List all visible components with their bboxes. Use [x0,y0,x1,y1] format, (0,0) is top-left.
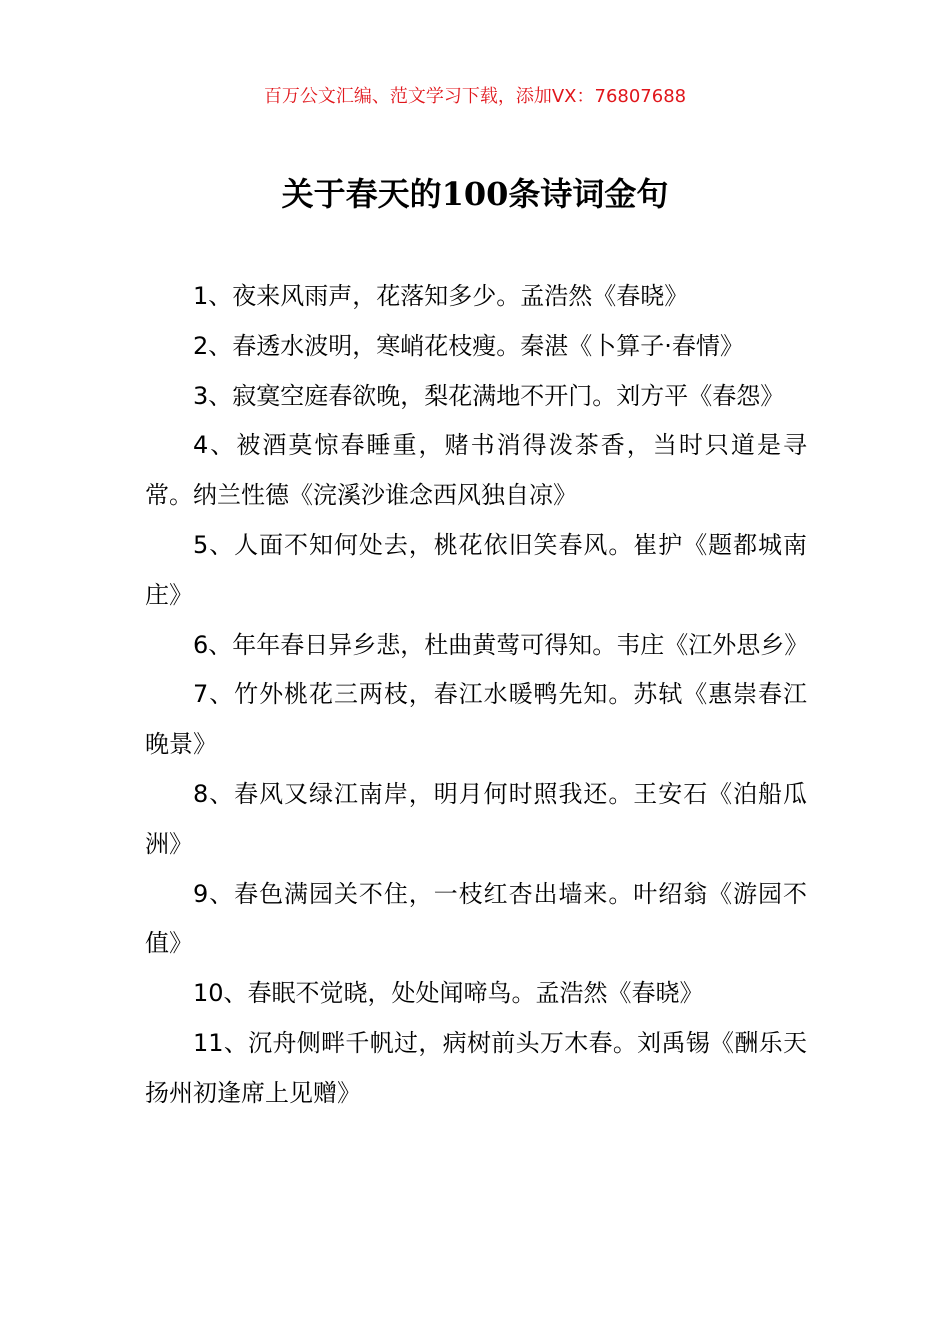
list-item: 10、春眠不觉晓，处处闻啼鸟。孟浩然《春晓》 [193,979,704,1008]
list-item: 7、竹外桃花三两枝，春江水暖鸭先知。苏轼《惠崇春江晚景》 [145,680,807,759]
list-item: 6、年年春日异乡悲，杜曲黄莺可得知。韦庄《江外思乡》 [193,630,809,659]
list-item: 4、被酒莫惊春睡重，赌书消得泼茶香，当时只道是寻常。纳兰性德《浣溪沙谁念西风独自凉》 [145,431,807,510]
list-item: 5、人面不知何处去，桃花依旧笑春风。崔护《题都城南庄》 [145,530,807,609]
list-item: 3、寂寞空庭春欲晚，梨花满地不开门。刘方平《春怨》 [193,381,785,410]
list-item: 11、沉舟侧畔千帆过，病树前头万木春。刘禹锡《酬乐天扬州初逢席上见赠》 [145,1028,807,1107]
page-title: 关于春天的100条诗词金句 [281,175,669,213]
poem-list [145,272,807,1119]
list-item: 1、夜来风雨声，花落知多少。孟浩然《春晓》 [193,282,689,310]
list-item: 8、春风又绿江南岸，明月何时照我还。王安石《泊船瓜洲》 [145,779,807,858]
list-item: 9、春色满园关不住，一枝红杏出墙来。叶绍翁《游园不值》 [145,879,807,958]
list-item: 2、春透水波明，寒峭花枝瘦。秦湛《卜算子·春情》 [193,331,744,360]
watermark-header: 百万公文汇编、范文学习下载，添加VX：76807688 [263,86,687,107]
